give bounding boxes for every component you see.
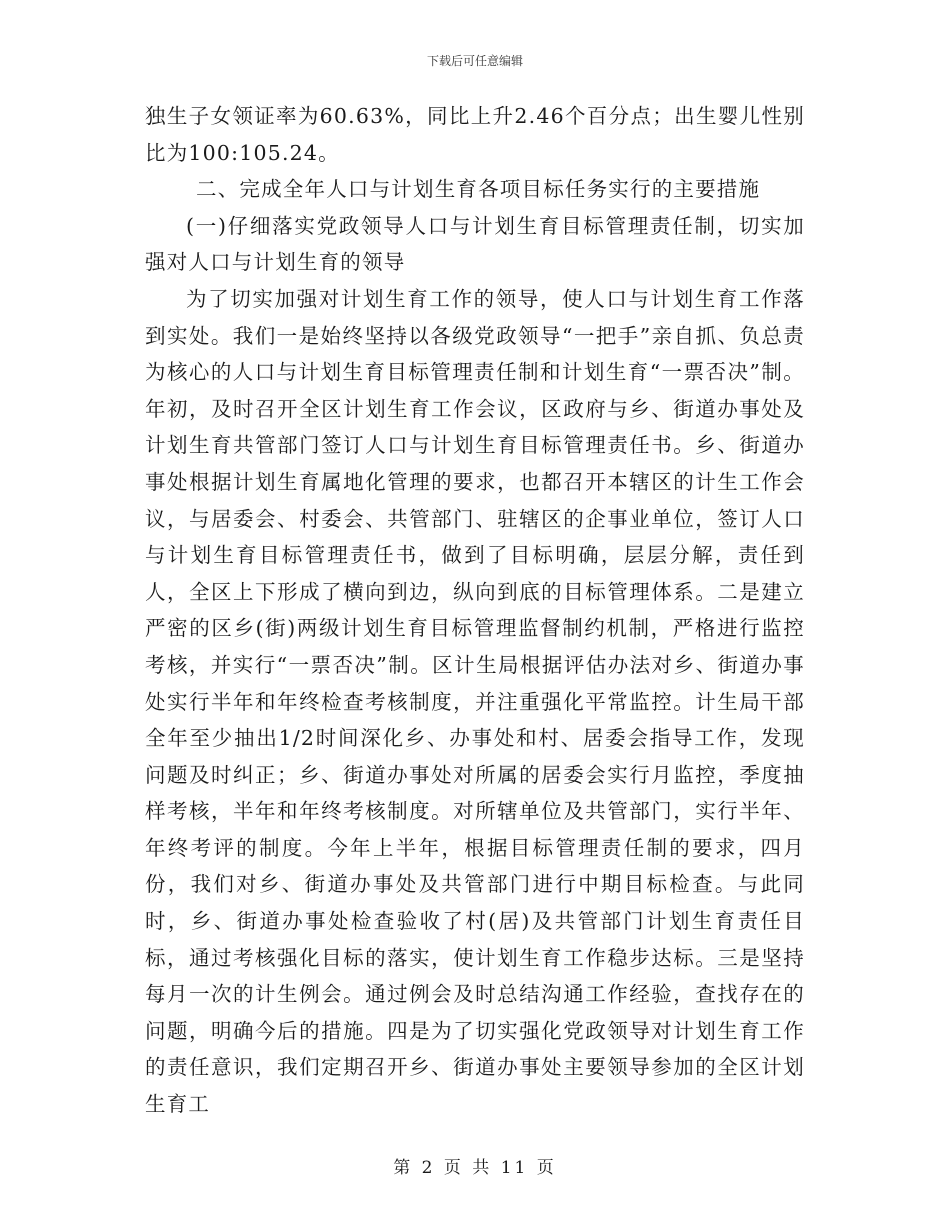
subsection-heading: (一)仔细落实党政领导人口与计划生育目标管理责任制，切实加强对人口与计划生育的领导: [145, 213, 805, 275]
paragraph-continuation: 独生子女领证率为60.63%，同比上升2.46个百分点；出生婴儿性别比为100:105.24。: [145, 104, 805, 165]
document-body: [145, 98, 805, 1123]
section-heading: 二、完成全年人口与计划生育各项目标任务实行的主要措施: [196, 177, 761, 202]
page-header-note: 下载后可任意编辑: [426, 54, 523, 68]
page-number-footer: 第 2 页 共 11 页: [393, 1158, 557, 1178]
paragraph-main: 为了切实加强对计划生育工作的领导，使人口与计划生育工作落到实处。我们一是始终坚持以各级党政领导“一把手”亲自抓、负总责为核心的人口与计划生育目标管理责任制和计划生育“一票否决”制。年初，及时召开全区计划生育工作会议，区政府与乡、街道办事处及计划生育共管部门签订人口与计划生育目标管理责任书。乡、街道办事处根据计划生育属地化管理的要求，也都召开本辖区的计生工作会议，与居委会、村委会、共管部门、驻辖区的企事业单位，签订人口与计划生育目标管理责任书，做到了目标明确，层层分解，责任到人，全区上下形成了横向到边，纵向到底的目标管理体系。二是建立严密的区乡(街)两级计划生育目标管理监督制约机制，严格进行监控考核，并实行“一票否决”制。区计生局根据评估办法对乡、街道办事处实行半年和年终检查考核制度，并注重强化平常监控。计生局干部全年至少抽出1/2时间深化乡、办事处和村、居委会指导工作，发现问题及时纠正；乡、街道办事处对所属的居委会实行月监控，季度抽样考核，半年和年终考核制度。对所辖单位及共管部门，实行半年、年终考评的制度。今年上半年，根据目标管理责任制的要求，四月份，我们对乡、街道办事处及共管部门进行中期目标检查。与此同时，乡、街道办事处检查验收了村(居)及共管部门计划生育责任目标，通过考核强化目标的落实，使计划生育工作稳步达标。三是坚持每月一次的计生例会。通过例会及时总结沟通工作经验，查找存在的问题，明确今后的措施。四是为了切实强化党政领导对计划生育工作的责任意识，我们定期召开乡、街道办事处主要领导参加的全区计划生育工: [145, 286, 805, 1117]
